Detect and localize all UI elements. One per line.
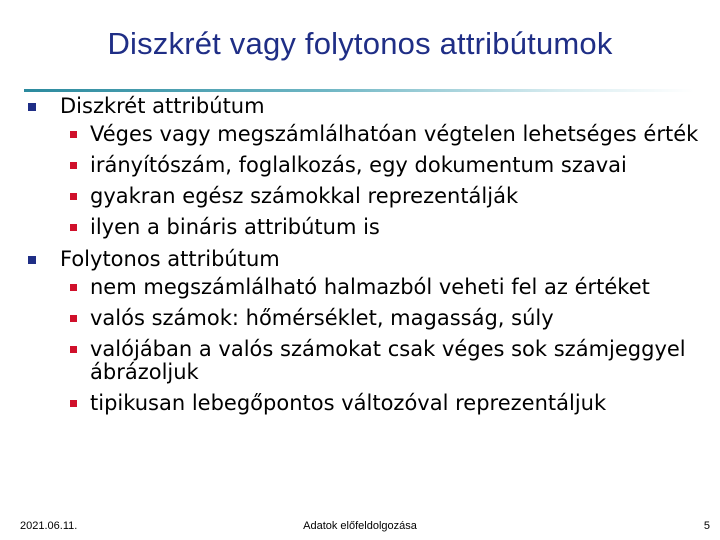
sub-bullet-item bbox=[60, 123, 706, 146]
bullet-text: Diszkrét attribútum bbox=[60, 94, 265, 118]
slide-title: Diszkrét vagy folytonos attribútumok bbox=[107, 26, 613, 61]
slide-content bbox=[26, 94, 706, 423]
sub-bullet-item bbox=[60, 154, 706, 177]
sub-bullet-text: ilyen a bináris attribútum is bbox=[90, 215, 380, 239]
square-bullet-icon bbox=[70, 346, 77, 353]
bullet-item-discrete bbox=[26, 94, 706, 239]
sub-bullet-item bbox=[60, 185, 706, 208]
sub-bullet-list bbox=[60, 276, 706, 415]
page-number: 5 bbox=[703, 520, 710, 532]
square-bullet-icon bbox=[70, 162, 77, 169]
sub-bullet-item bbox=[60, 338, 706, 384]
footer-date: 2021.06.11. bbox=[20, 520, 78, 532]
sub-bullet-item bbox=[60, 216, 706, 239]
sub-bullet-item bbox=[60, 307, 706, 330]
sub-bullet-text: valójában a valós számokat csak véges sok számjeggyel ábrázoljuk bbox=[90, 337, 686, 384]
sub-bullet-text: Véges vagy megszámlálhatóan végtelen lehetséges érték bbox=[90, 122, 699, 146]
bullet-list bbox=[26, 94, 706, 415]
sub-bullet-text: valós számok: hőmérséklet, magasság, súly bbox=[90, 306, 554, 330]
square-bullet-icon bbox=[28, 256, 36, 264]
square-bullet-icon bbox=[70, 224, 77, 231]
footer-title: Adatok előfeldolgozása bbox=[303, 520, 417, 532]
bullet-item-continuous bbox=[26, 247, 706, 415]
sub-bullet-text: irányítószám, foglalkozás, egy dokumentum szavai bbox=[90, 153, 627, 177]
square-bullet-icon bbox=[70, 400, 77, 407]
bullet-text: Folytonos attribútum bbox=[60, 247, 280, 271]
square-bullet-icon bbox=[70, 315, 77, 322]
square-bullet-icon bbox=[28, 103, 36, 111]
sub-bullet-list bbox=[60, 123, 706, 239]
square-bullet-icon bbox=[70, 284, 77, 291]
sub-bullet-item bbox=[60, 392, 706, 415]
sub-bullet-text: tipikusan lebegőpontos változóval reprezentáljuk bbox=[90, 391, 607, 415]
title-divider bbox=[24, 89, 694, 92]
sub-bullet-text: nem megszámlálható halmazból veheti fel az értéket bbox=[90, 275, 650, 299]
sub-bullet-text: gyakran egész számokkal reprezentálják bbox=[90, 184, 519, 208]
sub-bullet-item bbox=[60, 276, 706, 299]
square-bullet-icon bbox=[70, 193, 77, 200]
square-bullet-icon bbox=[70, 131, 77, 138]
